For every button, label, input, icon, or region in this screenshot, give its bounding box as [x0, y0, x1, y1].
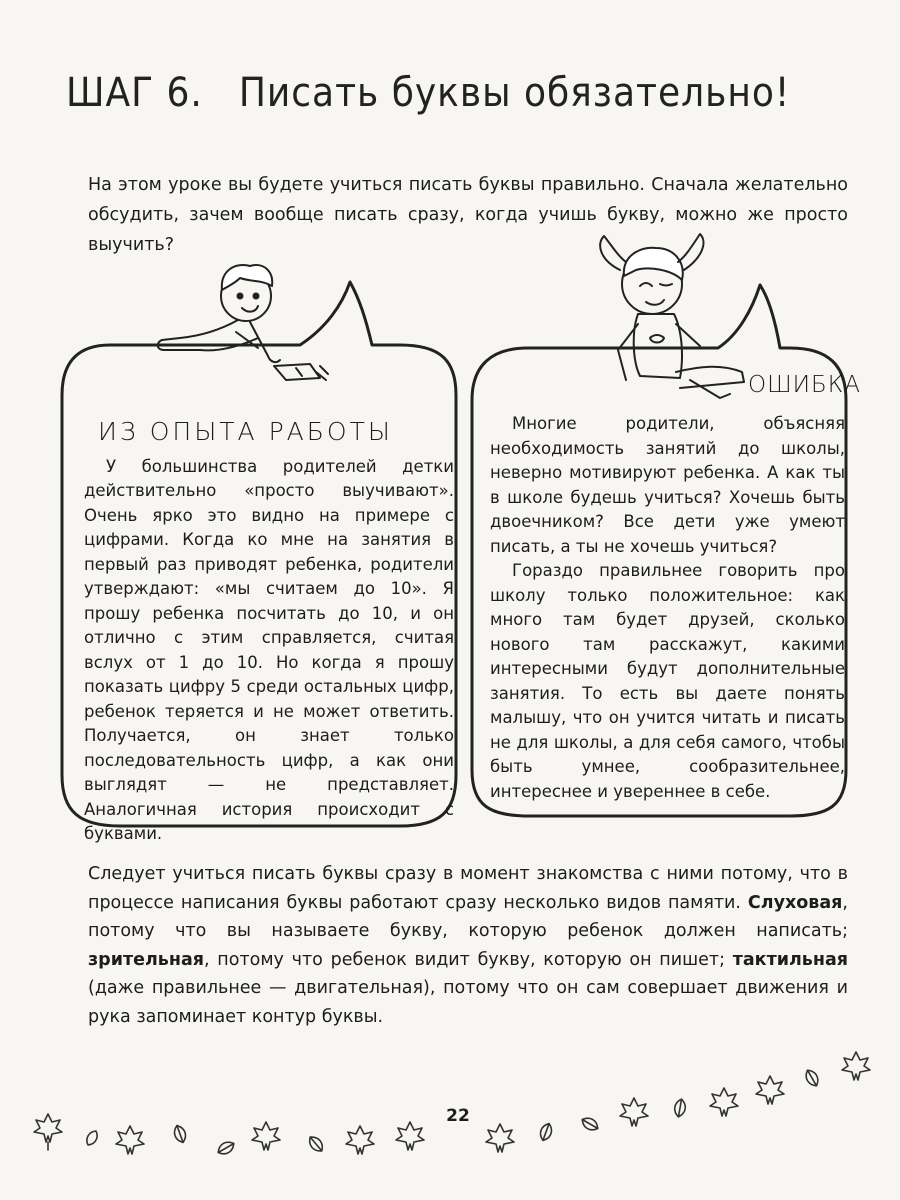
maple-leaf-icon: [486, 1124, 514, 1152]
maple-leaf-icon: [620, 1098, 648, 1126]
leaf-icon: [306, 1134, 326, 1155]
leaf-icon: [538, 1122, 554, 1143]
maple-leaf-icon: [842, 1052, 870, 1080]
maple-leaf-icon: [710, 1088, 738, 1116]
maple-leaf-icon: [252, 1122, 280, 1150]
experience-box: [84, 417, 454, 847]
memory-text-part-1: Следует учиться писать буквы сразу в момент знакомства с ними потому, что в процессе написания буквы работают сразу несколько видов памяти.: [88, 864, 848, 913]
error-box-paragraph-2: Гораздо правильнее говорить про школу только положительное: как много там будет друзей, сколько нового там расскажут, какими интересными будут дополнительные занятия. То есть вы даете понять малышу, что он учится читать и писать не для школы, а для себя самого, чтобы быть умнее, сообразительнее, интереснее и увереннее в себе.: [490, 561, 845, 801]
memory-types-paragraph: [88, 860, 848, 1031]
leaf-icon: [673, 1098, 686, 1118]
maple-leaf-icon: [116, 1126, 144, 1154]
maple-leaf-icon: [756, 1076, 784, 1104]
step-title: Писать буквы обязательно!: [238, 70, 791, 116]
leaf-icon: [216, 1139, 237, 1157]
tactile-term: тактильная: [732, 949, 848, 970]
visual-term: зрительная: [88, 949, 204, 970]
page-number: 22: [446, 1106, 470, 1126]
intro-paragraph: [88, 170, 848, 260]
experience-box-title: ИЗ ОПЫТА РАБОТЫ: [98, 417, 393, 446]
memory-text-part-3: , потому что ребенок видит букву, которую он пишет;: [204, 949, 733, 970]
step-label: ШАГ 6.: [66, 70, 203, 116]
experience-box-text: У большинства родителей детки действительно «просто выучивают». Очень ярко это видно на примере с цифрами. Когда ко мне на занятия в первый раз приводят ребенка, родители утверждают: «мы считаем до 10». Я прошу ребенка посчитать до 10, и он отлично с этим справляется, считая вслух от 1 до 10. Но когда я прошу показать цифру 5 среди остальных цифр, ребенок теряется и не может ответить. Получается, он знает только последовательность цифр, а как они выглядят — не представляет. Аналогичная история происходит с буквами.: [84, 456, 454, 843]
leaf-icon: [172, 1124, 188, 1145]
auditory-term: Слуховая: [747, 892, 843, 913]
leaf-icon: [803, 1068, 821, 1089]
error-box: [490, 412, 845, 804]
leaf-icon: [580, 1115, 601, 1133]
maple-leaf-icon: [396, 1122, 424, 1150]
maple-leaf-icon: [346, 1126, 374, 1154]
intro-text: На этом уроке вы будете учиться писать буквы правильно. Сначала желательно обсудить, зачем вообще писать сразу, когда учишь букву, можно же просто выучить?: [88, 175, 848, 255]
boy-illustration: [158, 265, 328, 380]
memory-text-part-2: , потому что вы называете букву, которую ребенок должен написать;: [88, 892, 848, 941]
page-title: [66, 70, 790, 116]
memory-types-text: [88, 860, 848, 1031]
leaf-icon: [84, 1129, 100, 1147]
error-box-title: ОШИБКА: [748, 372, 862, 398]
error-box-paragraph-1: Многие родители, объясняя необходимость занятий до школы, неверно мотивируют ребенка. А как ты в школе будешь учиться? Хочешь быть двоечником? Все дети уже умеют писать, а ты не хочешь учиться?: [490, 414, 845, 556]
memory-text-part-4: (даже правильнее — двигательная), потому что он сам совершает движения и рука запоминает контур буквы.: [88, 978, 848, 1027]
maple-leaf-icon: [34, 1114, 62, 1150]
